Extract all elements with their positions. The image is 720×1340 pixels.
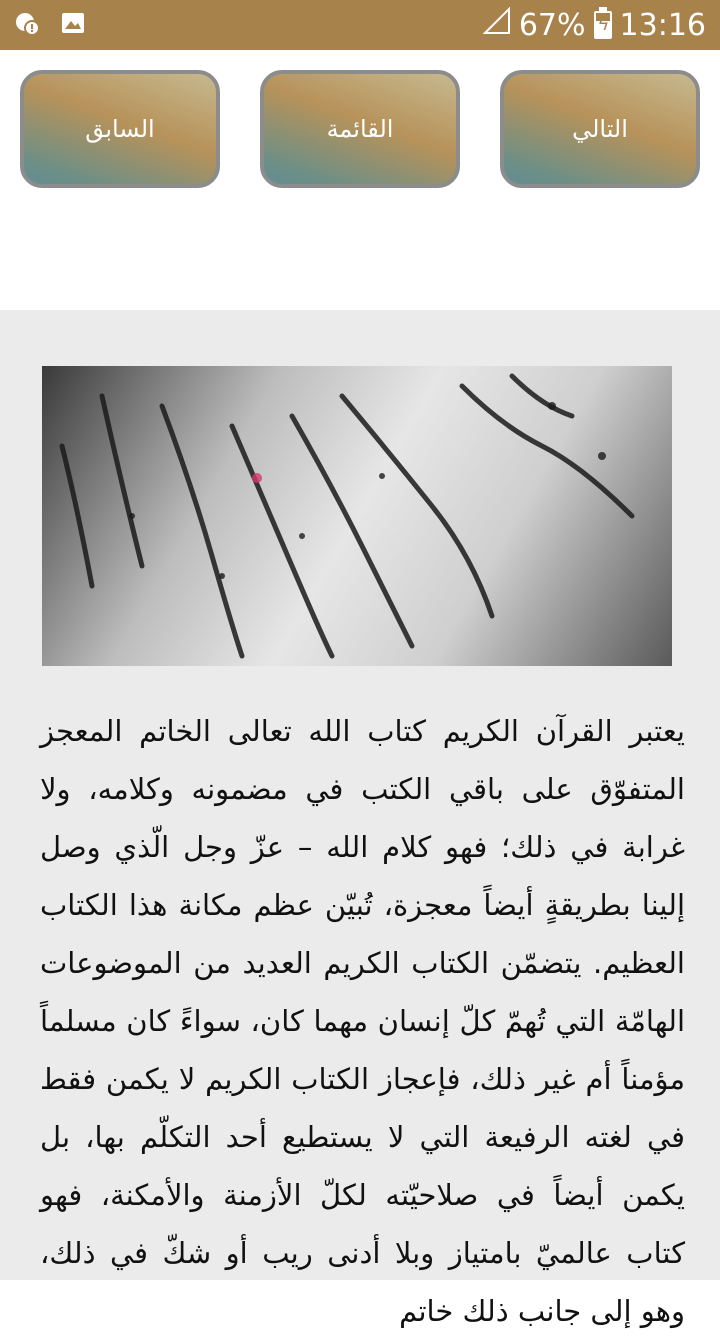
next-button[interactable]: التالي: [500, 70, 700, 188]
notification-alert-icon: [14, 10, 40, 36]
previous-button[interactable]: السابق: [20, 70, 220, 188]
calligraphy-illustration: [42, 366, 672, 666]
list-button[interactable]: القائمة: [260, 70, 460, 188]
image-icon: [60, 10, 86, 36]
navigation-bar: [0, 50, 720, 310]
quran-page-image: [42, 366, 672, 666]
battery-charging-icon: ϟ: [594, 11, 612, 39]
status-bar: [0, 0, 720, 50]
battery-percent: 67%: [518, 7, 586, 43]
content-area[interactable]: [0, 310, 720, 1328]
article-text: يعتبر القرآن الكريم كتاب الله تعالى الخاتم المعجز المتفوّق على باقي الكتب في مضمونه وكلامه، ولا غرابة في ذلك؛ فهو كلام الله – عزّ وجل الّذي وصل إلينا بطريقةٍ أيضاً معجزة، تُبيّن عظم مكانة هذا الكتاب العظيم. يتضمّن الكتاب الكريم العديد من الموضوعات الهامّة التي تُهمّ كلّ إنسان مهما كان، سواءً كان مسلماً مؤمناً أم غير ذلك، فإعجاز الكتاب الكريم لا يكمن فقط في لغته الرفيعة التي لا يستطيع أحد التكلّم بها، بل يكمن أيضاً في صلاحيّته لكلّ الأزمنة والأمكنة، فهو كتاب عالميّ بامتياز وبلا أدنى ريب أو شكّ في ذلك، وهو إلى جانب ذلك خاتم: [40, 714, 685, 1328]
clock: 13:16: [619, 7, 706, 43]
signal-icon: [483, 7, 511, 43]
